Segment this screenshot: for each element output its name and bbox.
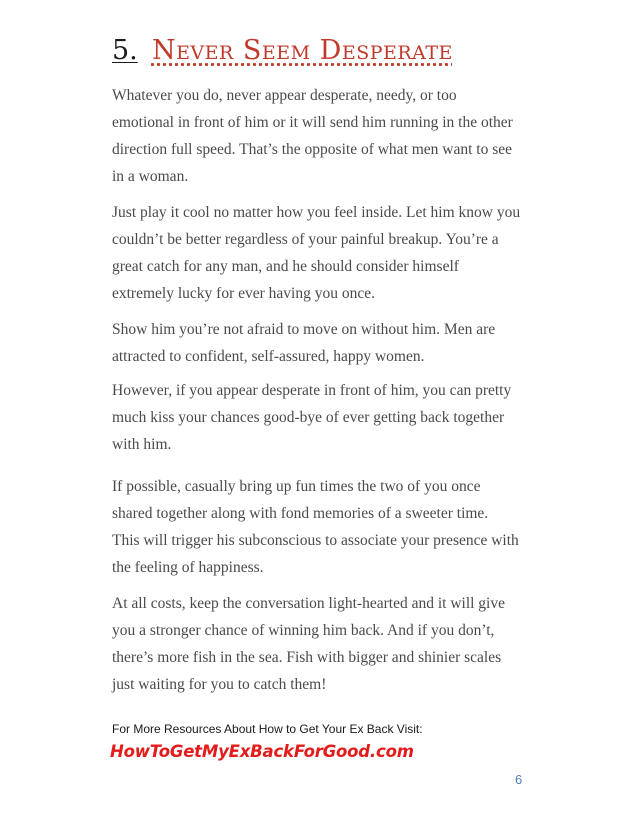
paragraph-line: At all costs, keep the conversation light-hearted and it will give — [112, 595, 505, 612]
paragraph-6 — [112, 590, 542, 698]
paragraph-line: If possible, casually bring up fun times the two of you once — [112, 478, 481, 495]
paragraph-line: emotional in front of him or it will send him running in the other — [112, 114, 513, 131]
paragraph-line: shared together along with fond memories of a sweeter time. — [112, 505, 489, 522]
paragraph-line: Whatever you do, never appear desperate, needy, or too — [112, 87, 457, 104]
paragraph-3 — [112, 316, 542, 370]
website-link[interactable]: HowToGetMyExBackForGood.com — [110, 742, 414, 761]
paragraph-line: However, if you appear desperate in front of him, you can pretty — [112, 382, 512, 399]
paragraph-line: with him. — [112, 436, 172, 453]
paragraph-line: the feeling of happiness. — [112, 559, 264, 576]
section-number: 5. — [112, 35, 138, 66]
paragraph-line: This will trigger his subconscious to associate your presence with — [112, 532, 519, 549]
paragraph-line: extremely lucky for ever having you once. — [112, 285, 375, 302]
section-title: Never Seem Desperate — [151, 35, 453, 66]
paragraph-line: Show him you’re not afraid to move on without him. Men are — [112, 321, 496, 338]
paragraph-line: great catch for any man, and he should consider himself — [112, 258, 459, 275]
paragraph-line: Just play it cool no matter how you feel inside. Let him know you — [112, 204, 521, 221]
paragraph-line: couldn’t be better regardless of your painful breakup. You’re a — [112, 231, 499, 248]
paragraph-line: just waiting for you to catch them! — [112, 676, 327, 693]
resources-callout: For More Resources About How to Get Your Ex Back Visit: — [112, 722, 423, 736]
page-number: 6 — [515, 772, 523, 787]
paragraph-line: there’s more fish in the sea. Fish with bigger and shinier scales — [112, 649, 502, 666]
paragraph-5 — [112, 473, 542, 581]
paragraph-1 — [112, 82, 542, 190]
paragraph-line: direction full speed. That’s the opposite of what men want to see — [112, 141, 513, 158]
paragraph-line: attracted to confident, self-assured, happy women. — [112, 348, 425, 365]
paragraph-line: in a woman. — [112, 168, 189, 185]
paragraph-2 — [112, 199, 542, 307]
paragraph-line: much kiss your chances good-bye of ever getting back together — [112, 409, 505, 426]
paragraph-4 — [112, 377, 542, 458]
paragraph-line: you a stronger chance of winning him back. And if you don’t, — [112, 622, 495, 639]
section-heading — [112, 30, 453, 69]
